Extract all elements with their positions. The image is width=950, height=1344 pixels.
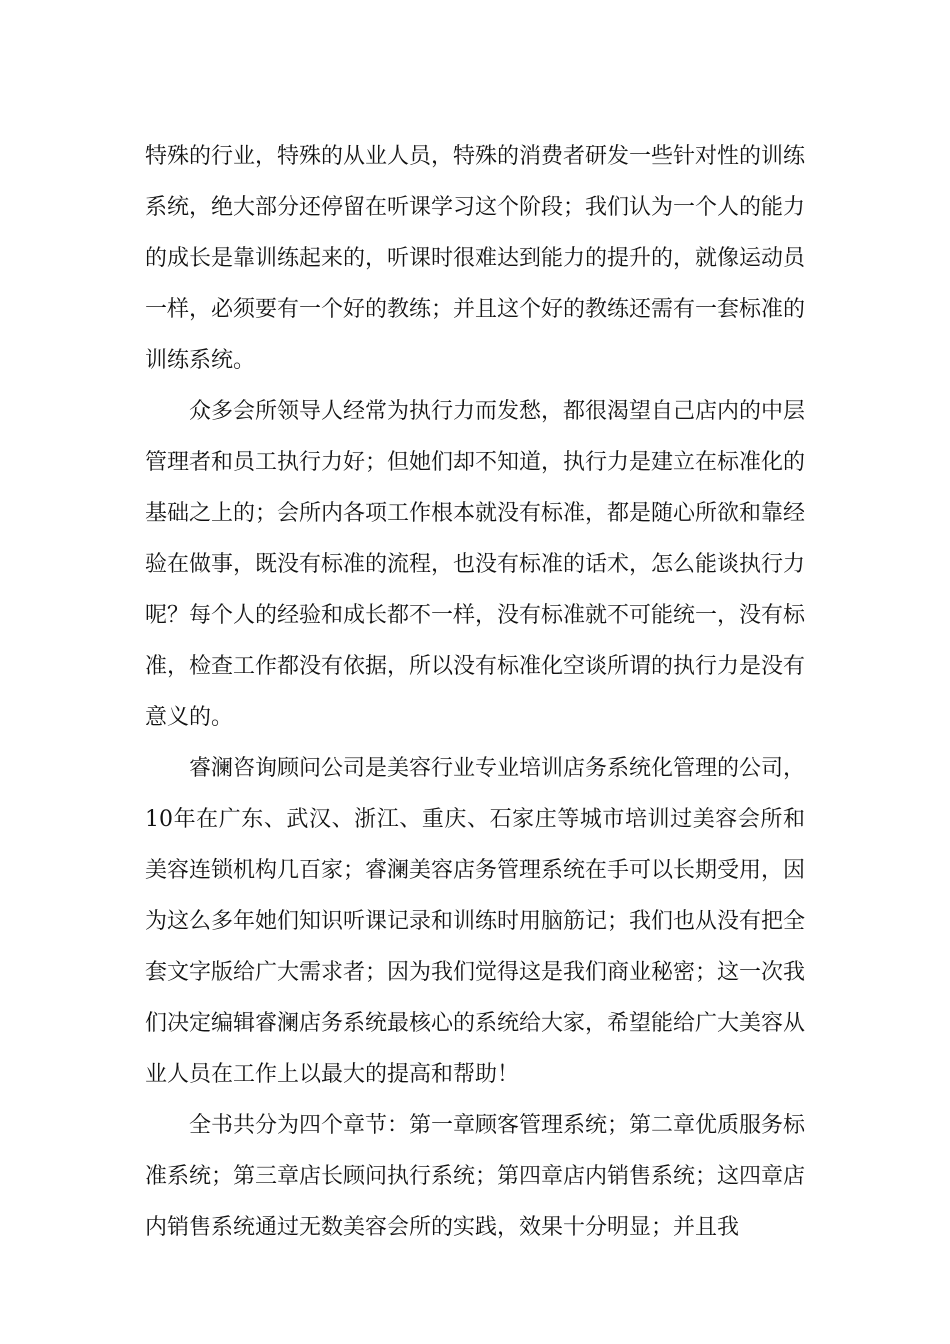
paragraph-training-system: 特殊的行业，特殊的从业人员，特殊的消费者研发一些针对性的训练系统，绝大部分还停留在听课学习这个阶段；我们认为一个人的能力的成长是靠训练起来的，听课时很难达到能力的提升的，就像运动员一样，必须要有一个好的教练；并且这个好的教练还需有一套标准的训练系统。	[145, 144, 806, 373]
paragraph-company-intro: 睿澜咨询顾问公司是美容行业专业培训店务系统化管理的公司，10年在广东、武汉、浙江、重庆、石家庄等城市培训过美容会所和美容连锁机构几百家；睿澜美容店务管理系统在手可以长期受用，因为这么多年她们知识听课记录和训练时用脑筋记；我们也从没有把全套文字版给广大需求者；因为我们觉得这是我们商业秘密；这一次我们决定编辑睿澜店务系统最核心的系统给大家，希望能给广大美容从业人员在工作上以最大的提高和帮助！	[145, 756, 806, 1087]
paragraph-book-chapters: 全书共分为四个章节：第一章顾客管理系统；第二章优质服务标准系统；第三章店长顾问执行系统；第四章店内销售系统；这四章店内销售系统通过无数美容会所的实践，效果十分明显；并且我	[145, 1113, 806, 1240]
paragraph-execution: 众多会所领导人经常为执行力而发愁，都很渴望自己店内的中层管理者和员工执行力好；但她们却不知道，执行力是建立在标准化的基础之上的；会所内各项工作根本就没有标准，都是随心所欲和靠经验在做事，既没有标准的流程，也没有标准的话术，怎么能谈执行力呢？每个人的经验和成长都不一样，没有标准就不可能统一，没有标准，检查工作都没有依据，所以没有标准化空谈所谓的执行力是没有意义的。	[145, 399, 806, 730]
body-text	[145, 131, 805, 1253]
